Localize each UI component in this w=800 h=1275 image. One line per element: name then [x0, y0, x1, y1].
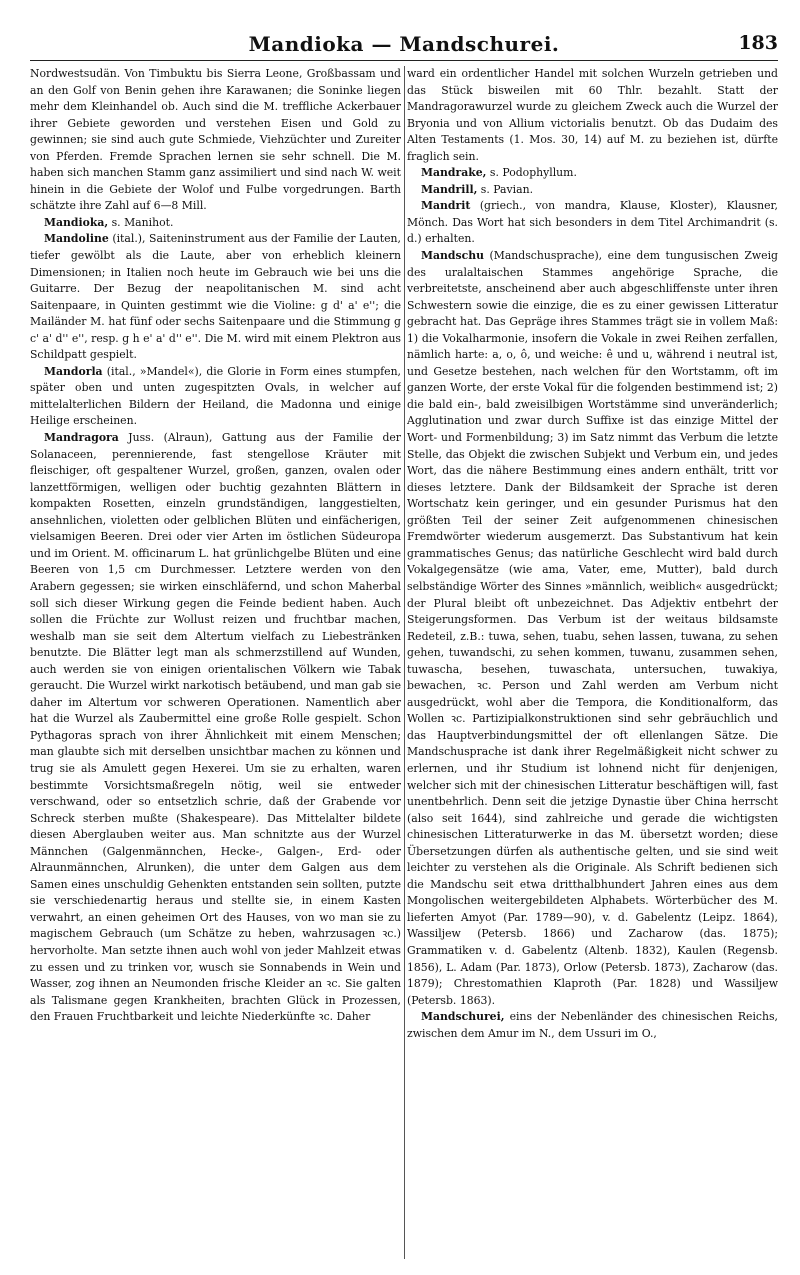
entry-headword: Mandschurei,	[421, 1010, 505, 1024]
entry-paragraph	[407, 198, 778, 248]
entry-text: Nordwestsudän. Von Timbuktu bis Sierra Leone, Großbassam und an den Golf von Benin gehen ihre Karawanen; die Soninke liegen mehr dem Kleinhandel ob. Auch sind die M. treffliche Ackerbauer ihrer Gebiete geworden und verstehen Eisen und Gold zu gewinnen; sie sind auch gute Schmiede, Viehzüchter und Zureiter von Pferden. Fremde Sprachen lernen sie sehr schnell. Die M. haben sich manchen Stamm ganz assimiliert und sind nach W. weit hinein in die Gebiete der Wolof und Fulbe vorgedrungen. Barth schätzte ihre Zahl auf 6—8 Mill.	[30, 67, 401, 213]
entry-text: s. Manihot.	[108, 215, 174, 229]
left-column	[30, 66, 401, 1259]
entry-paragraph	[407, 1009, 778, 1042]
entry-paragraph	[30, 430, 401, 1026]
entry-text: s. Pavian.	[477, 182, 534, 196]
entry-text: (ital., »Mandel«), die Glorie in Form eines stumpfen, später oben und unten zugespitzten Ovals, in welcher auf mittelalterlichen Bildern der Heiland, die Madonna und einige Heilige erscheinen.	[30, 364, 401, 428]
entry-headword: Mandschu	[421, 249, 484, 263]
two-column-body	[30, 66, 778, 1259]
entry-text: s. Podophyllum.	[486, 166, 577, 180]
entry-text: (griech., von mandra, Klause, Kloster), Klausner, Mönch. Das Wort hat sich besonders in dem Titel Archimandrit (s. d.) erhalten.	[407, 199, 778, 246]
entry-headword: Mandrake,	[421, 166, 487, 180]
entry-headword: Mandoline	[44, 232, 109, 246]
column-divider	[404, 66, 405, 1259]
entry-text: Juss. (Alraun), Gattung aus der Familie der Solanaceen, perennierende, fast stengellose Kräuter mit fleischiger, oft gespaltener Wurzel, großen, ganzen, ovalen oder lanzettförmigen, welligen oder buchtig gezahnten Blättern in kompakten Rosetten, einzeln grundständigen, langgestielten, ansehnlichen, violetten oder gelblichen Blüten und einfächerigen, vielsamigen Beeren. Drei oder vier Arten im östlichen Südeuropa und im Orient. M. officinarum L. hat grünlichgelbe Blüten und eine Beeren von 1,5 cm Durchmesser. Letztere werden von den Arabern gegessen; sie wirken einschläfernd, und schon Maherbal soll sich dieser Wirkung gegen die Feinde bedient haben. Auch sollen die Früchte zur Wollust reizen und fruchtbar machen, weshalb man sie seit dem Altertum vielfach zu Liebestränken benutzte. Die Blätter legt man als schmerzstillend auf Wunden, auch werden sie von einigen orientalischen Völkern wie Tabak geraucht. Die Wurzel wirkt narkotisch betäubend, und man gab sie daher im Altertum vor schweren Operationen. Namentlich aber hat die Wurzel als Zaubermittel eine große Rolle gespielt. Schon Pythagoras sprach von ihrer Ähnlichkeit mit einem Menschen; man glaubte sich mit derselben unsichtbar machen zu können und trug sie als Amulett gegen Hexerei. Um sie zu erhalten, waren bestimmte Vorsichtsmaßregeln nötig, weil sie entweder verschwand, oder so entsetzlich schrie, daß der Grabende vor Schreck sterben mußte (Shakespeare). Das Mittelalter bildete diesen Aberglauben weiter aus. Man schnitzte aus der Wurzel Männchen (Galgenmännchen, Hecke-, Galgen-, Erd- oder Alraunmännchen, Alrunken), die unter dem Galgen aus dem Samen eines unschuldig Gehenkten entstanden sein sollten, putzte sie verschiedenartig heraus und stellte sie, in einem Kasten verwahrt, an einen geheimen Ort des Hauses, von wo man sie zu magischem Gebrauch (um Schätze zu heben, wahrzusagen ꝛc.) hervorholte. Man setzte ihnen auch wohl von jeder Mahlzeit etwas zu essen und zu trinken vor, wusch sie Sonnabends in Wein und Wasser, zog ihnen an Neumonden frische Kleider an ꝛc. Sie galten als Talismane gegen Krankheiten, brachten Glück in Prozessen, den Frauen Fruchtbarkeit und leichte Niederkünfte ꝛc. Daher	[30, 431, 401, 1024]
entry-text: (ital.), Saiteninstrument aus der Familie der Lauten, tiefer gewölbt als die Laute, aber von erheblich kleinern Dimensionen; in Italien noch heute im Gebrauch wie bei uns die Guitarre. Der Bezug der neapolitanischen M. sind acht Saitenpaare, in Quinten gestimmt wie die Violine: g d' a' e''; die Mailänder M. hat fünf oder sechs Saitenpaare und die Stimmung g c' a' d'' e'', resp. g h e' a' d'' e''. Die M. wird mit einem Plektron aus Schildpatt gespielt.	[30, 232, 401, 362]
entry-paragraph	[407, 182, 778, 199]
entry-headword: Mandragora	[44, 431, 119, 445]
entry-paragraph	[30, 231, 401, 363]
entry-paragraph	[30, 215, 401, 232]
entry-paragraph	[407, 248, 778, 1009]
entry-paragraph	[30, 66, 401, 215]
entry-paragraph	[407, 165, 778, 182]
entry-headword: Mandorla	[44, 364, 103, 378]
entry-headword: Mandrill,	[421, 182, 478, 196]
entry-text: ward ein ordentlicher Handel mit solchen Wurzeln getrieben und das Stück bisweilen mit 60 Thlr. bezahlt. Statt der Mandragorawurzel wurde zu gleichem Zweck auch die Wurzel der Bryonia und von Allium victorialis benutzt. Ob das Dudaim des Alten Testaments (1. Mos. 30, 14) auf M. zu beziehen ist, dürfte fraglich sein.	[407, 67, 778, 163]
right-column	[407, 66, 778, 1259]
entry-text: eins der Nebenländer des chinesischen Reichs, zwischen dem Amur im N., dem Ussuri im O.,	[407, 1010, 778, 1040]
entry-paragraph	[407, 66, 778, 165]
entry-text: (Mandschusprache), eine dem tungusischen Zweig des uralaltaischen Stammes angehörige Sprache, die verbreitetste, anscheinend aber auch abgeschliffenste unter ihren Schwestern sowie die einzige, die es zu einer gewissen Litteratur gebracht hat. Das Gepräge ihres Stammes trägt sie in vollem Maß: 1) die Vokalharmonie, insofern die Vokale in zwei Reihen zerfallen, nämlich harte: a, o, ô, und weiche: ê und u, während i neutral ist, und Gesetze bestehen, nach welchen für den Wortstamm, oft im ganzen Worte, der erste Vokal für die folgenden bestimmend ist; 2) die bald ein-, bald zweisilbigen Wortstämme sind unveränderlich; Agglutination und zwar durch Suffixe ist das einzige Mittel der Wort- und Formenbildung; 3) im Satz nimmt das Verbum die letzte Stelle, das Objekt die zwischen Subjekt und Verbum ein, und jedes Wort, das die nähere Bestimmung eines andern enthält, tritt vor dieses letztere. Dank der Bildsamkeit der Sprache ist deren Wortschatz kein geringer, und ein gesunder Purismus hat den größten Teil der seiner Zeit aufgenommenen chinesischen Fremdwörter wiederum ausgemerzt. Das Substantivum hat kein grammatisches Genus; das natürliche Geschlecht wird bald durch Vokalgegensätze (wie ama, Vater, eme, Mutter), bald durch selbständige Wörter des Sinnes »männlich, weiblich« ausgedrückt; der Plural bleibt oft unbezeichnet. Das Adjektiv entbehrt der Steigerungsformen. Das Verbum ist der weitaus bildsamste Redeteil, z.B.: tuwa, sehen, tuabu, sehen lassen, tuwana, zu sehen gehen, tuwandschi, zu sehen kommen, tuwanu, zusammen sehen, tuwascha, besehen, tuwaschata, untersuchen, tuwakiya, bewachen, ꝛc. Person und Zahl werden am Verbum nicht ausgedrückt, wohl aber die Tempora, die Konditionalform, das Wollen ꝛc. Partizipialkonstruktionen sind sehr gebräuchlich und das Hauptverbindungsmittel der oft ellenlangen Sätze. Die Mandschusprache ist dank ihrer Regelmäßigkeit nicht schwer zu erlernen, und ihr Studium ist lohnend nicht für denjenigen, welcher sich mit der chinesischen Litteratur beschäftigen will, fast unentbehrlich. Denn seit die jetzige Dynastie über China herrscht (also seit 1644), sind zahlreiche und gerade die wichtigsten chinesischen Litteraturwerke in das M. übersetzt worden; diese Übersetzungen dürfen als authentische gelten, und sie sind weit leichter zu verstehen als die Originale. Als Schrift bedienen sich die Mandschu seit etwa dritthalbhundert Jahren eines aus dem Mongolischen weitergebildeten Alphabets. Wörterbücher des M. lieferten Amyot (Par. 1789—90), v. d. Gabelentz (Leipz. 1864), Wassiljew (Petersb. 1866) und Zacharow (das. 1875); Grammatiken v. d. Gabelentz (Altenb. 1832), Kaulen (Regensb. 1856), L. Adam (Par. 1873), Orlow (Petersb. 1873), Zacharow (das. 1879); Chrestomathien Klaproth (Par. 1828) und Wassiljew (Petersb. 1863).	[407, 249, 778, 1007]
entry-paragraph	[30, 364, 401, 430]
running-head: Mandioka — Mandschurei.	[248, 32, 560, 56]
page-header	[30, 30, 778, 61]
entry-headword: Mandrit	[421, 199, 471, 213]
entry-headword: Mandioka,	[44, 215, 109, 229]
page-number: 183	[738, 32, 778, 54]
